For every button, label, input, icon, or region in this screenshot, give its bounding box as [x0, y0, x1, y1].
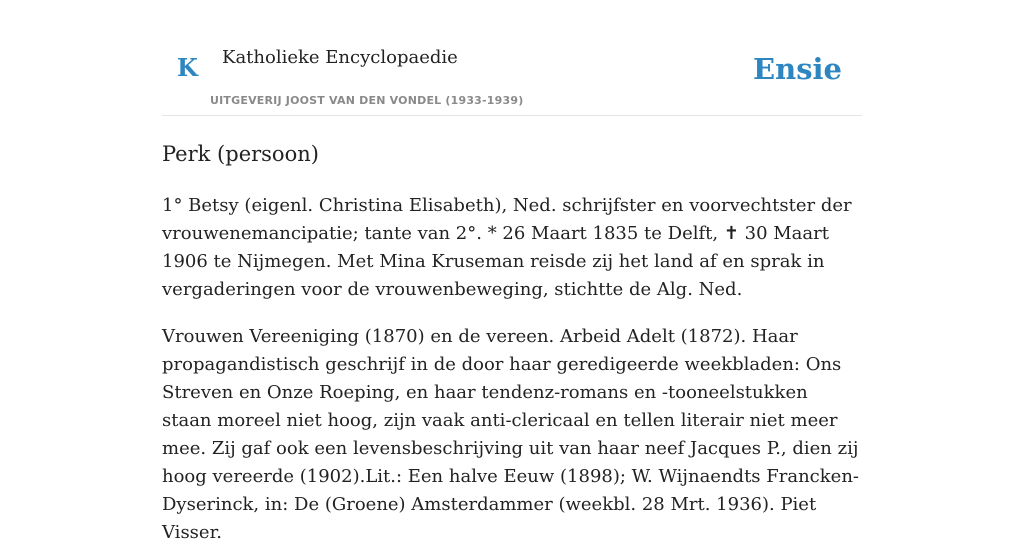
site-header: [162, 40, 862, 116]
logo-k[interactable]: K: [177, 53, 198, 82]
article-paragraph: 1° Betsy (eigenl. Christina Elisabeth), Ned. schrijfster en voorvechtster der vrouwenemancipatie; tante van 2°. * 26 Maart 1835 te Delft, ✝ 30 Maart 1906 te Nijmegen. Met Mina Kruseman reisde zij het land af en sprak in vergaderingen voor de vrouwenbeweging, stichtte de Alg. Ned.: [162, 195, 852, 300]
publisher-label: UITGEVERIJ JOOST VAN DEN VONDEL (1933-1939): [210, 94, 524, 107]
article-paragraph: Vrouwen Vereeniging (1870) en de vereen. Arbeid Adelt (1872). Haar propagandistisch geschrijf in de door haar geredigeerde weekbladen: Ons Streven en Onze Roeping, en haar tendenz-romans en -tooneelstukken staan moreel niet hoog, zijn vaak anti-clericaal en tellen literair niet meer mee. Zij gaf ook een levensbeschrijving uit van haar neef Jacques P., dien zij hoog vereerde (1902).Lit.: Een halve Eeuw (1898); W. Wijnaendts Francken-Dyserinck, in: De (Groene) Amsterdammer (weekbl. 28 Mrt. 1936). Piet Visser.: [162, 326, 859, 543]
ensie-logo[interactable]: Ensie: [753, 52, 842, 86]
article: [162, 138, 862, 547]
article-title: Perk (persoon): [162, 142, 319, 166]
site-title[interactable]: Katholieke Encyclopaedie: [222, 47, 458, 68]
